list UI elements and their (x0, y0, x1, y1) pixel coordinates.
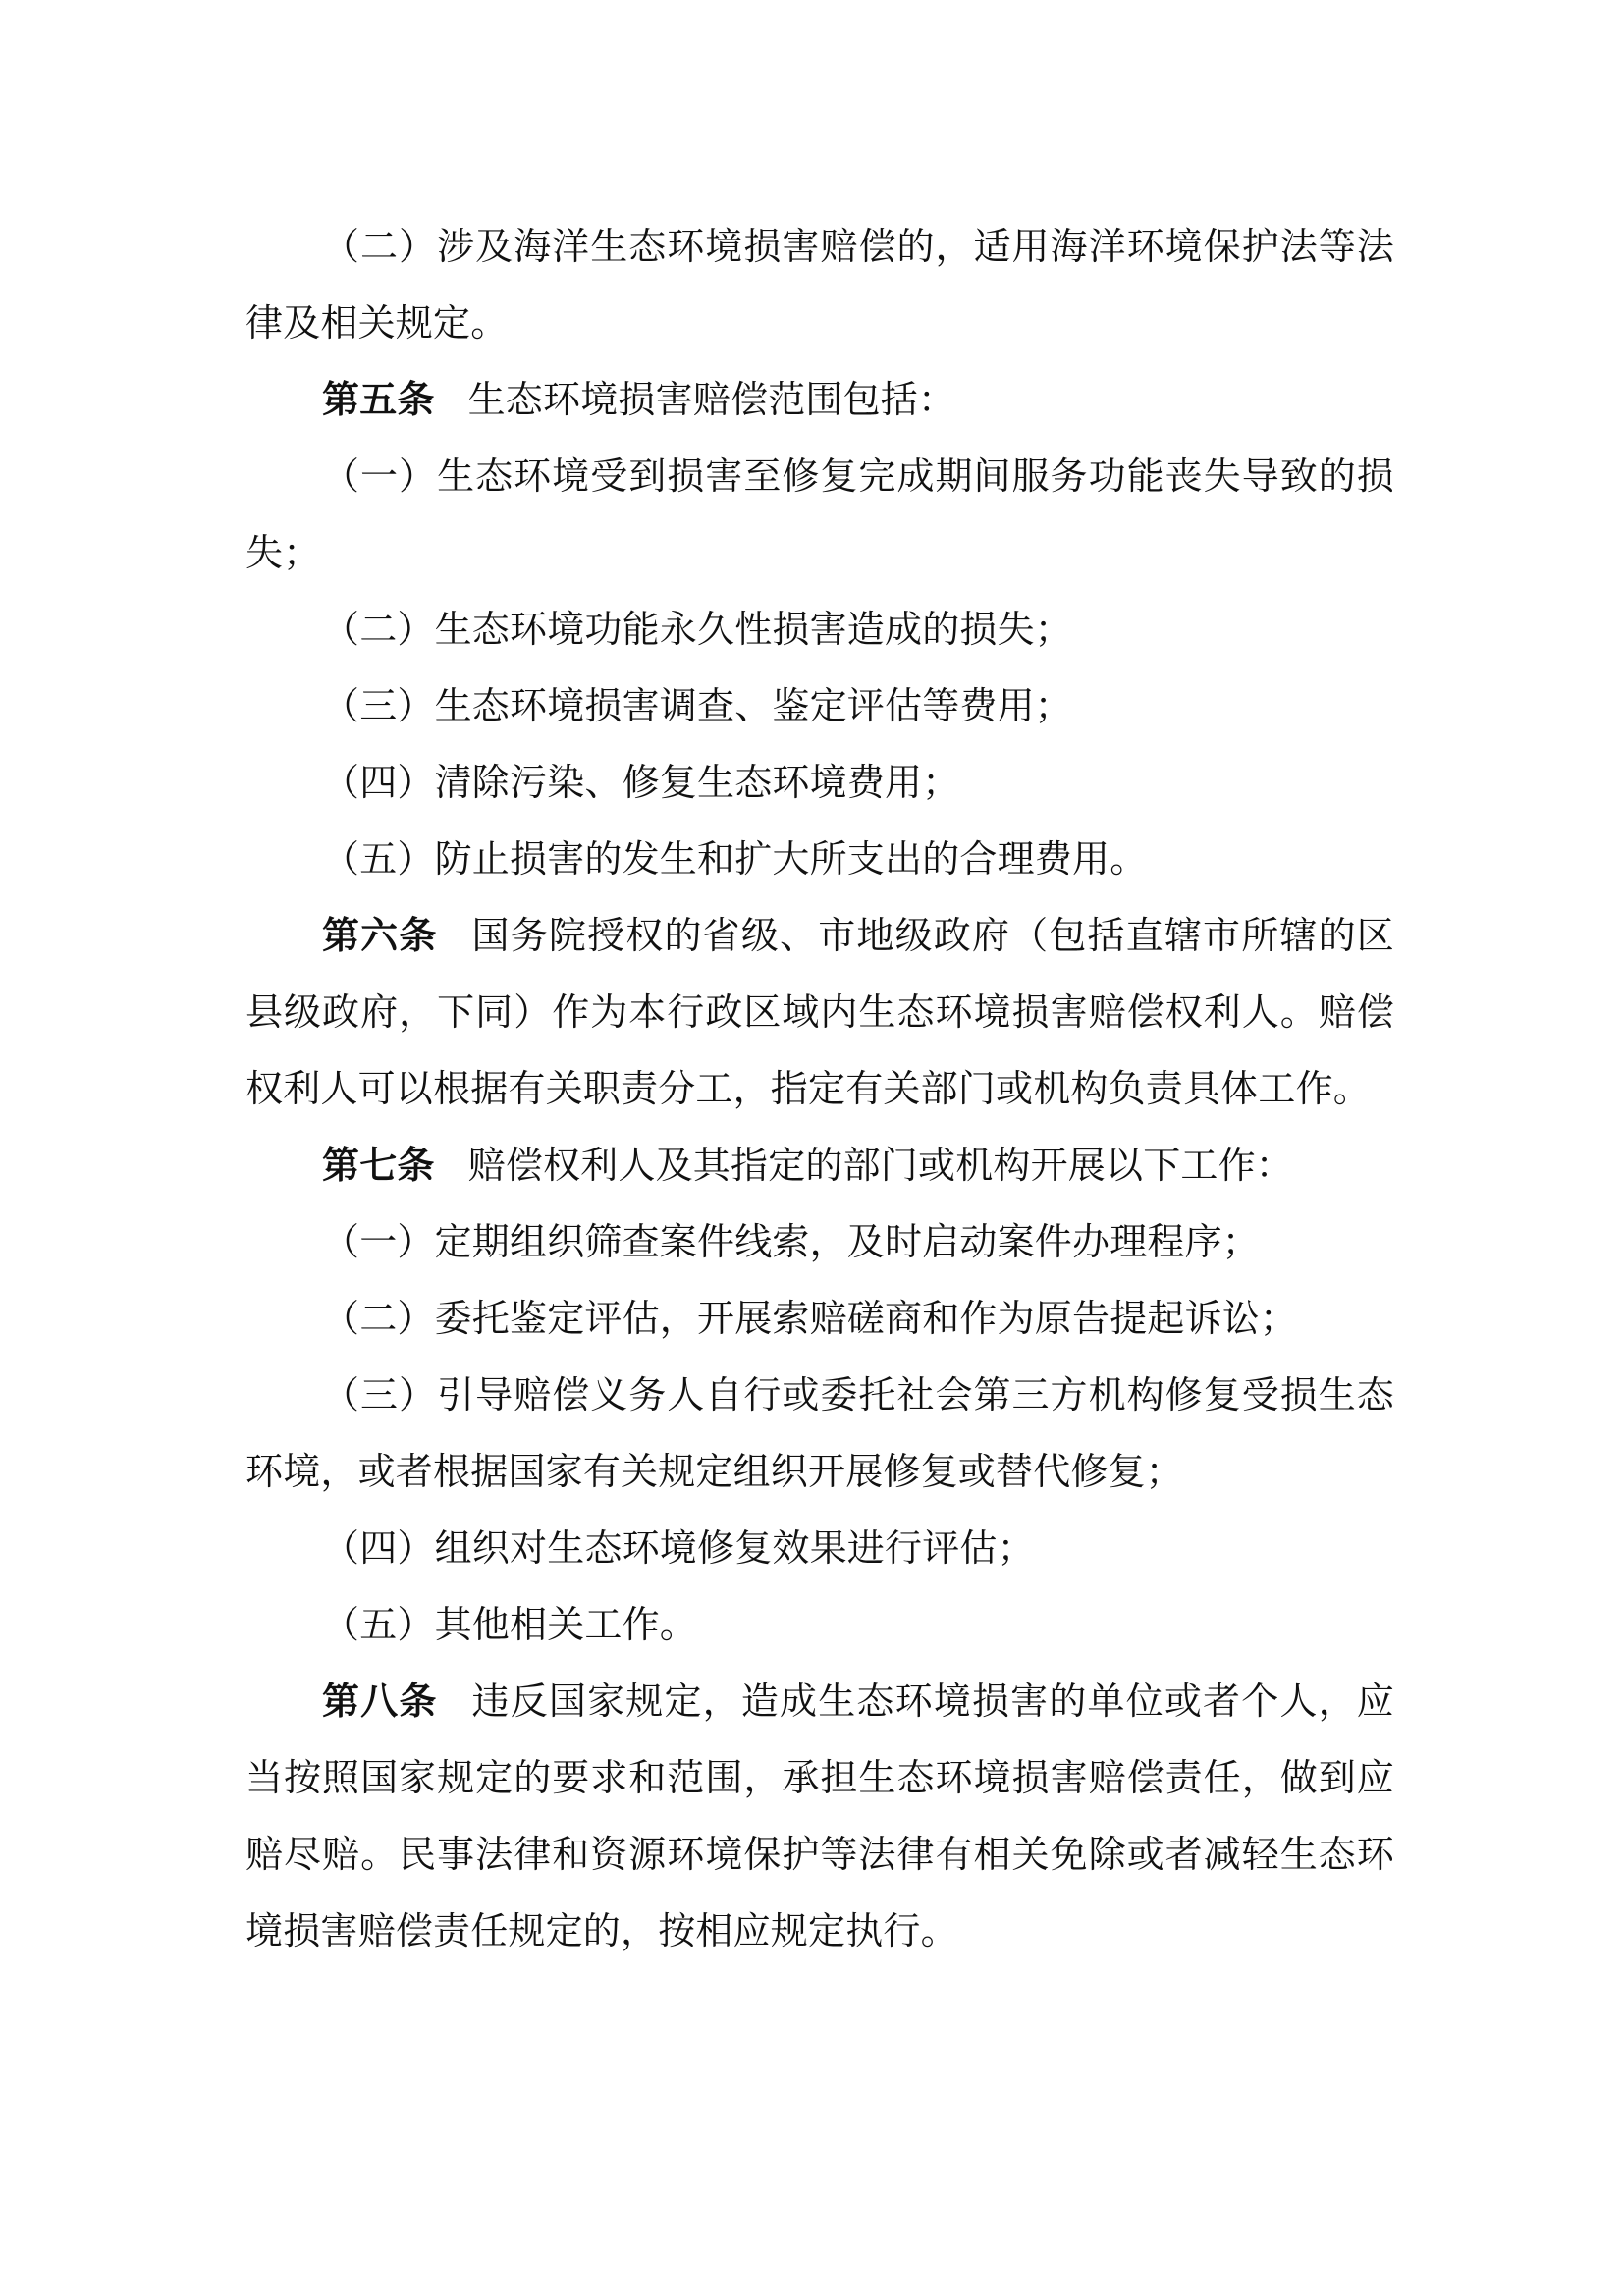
paragraph-text: （一）生态环境受到损害至修复完成期间服务功能丧失导致的损失； (245, 454, 1394, 574)
article-7-item-2 (245, 1280, 1394, 1357)
paragraph-text: 国务院授权的省级、市地级政府（包括直辖市所辖的区县级政府，下同）作为本行政区域内生态环境损害赔偿权利人。赔偿权利人可以根据有关职责分工，指定有关部门或机构负责具体工作。 (245, 914, 1394, 1110)
article-number: 第七条 (322, 1144, 435, 1187)
article-5-item-4 (245, 744, 1394, 821)
paragraph-text: （五）其他相关工作。 (322, 1603, 698, 1646)
article-5-item-3 (245, 667, 1394, 744)
paragraph-text: 违反国家规定，造成生态环境损害的单位或者个人，应当按照国家规定的要求和范围，承担生态环境损害赔偿责任，做到应赔尽赔。民事法律和资源环境保护等法律有相关免除或者减轻生态环境损害赔偿责任规定的，按相应规定执行。 (245, 1680, 1394, 1952)
article-number: 第八条 (322, 1680, 438, 1723)
paragraph-text: （二）涉及海洋生态环境损害赔偿的，适用海洋环境保护法等法律及相关规定。 (245, 225, 1394, 345)
paragraph-text: （二）生态环境功能永久性损害造成的损失； (322, 608, 1073, 651)
article-8 (245, 1663, 1394, 1969)
paragraph-text: （四）清除污染、修复生态环境费用； (322, 761, 960, 804)
article-7-item-5 (245, 1586, 1394, 1663)
article-6 (245, 897, 1394, 1127)
article-5-item-2 (245, 591, 1394, 667)
article-7-item-4 (245, 1510, 1394, 1586)
article-5-heading (245, 361, 1394, 438)
paragraph-text: （二）委托鉴定评估，开展索赔磋商和作为原告提起诉讼； (322, 1297, 1298, 1340)
article-number: 第六条 (322, 914, 438, 957)
paragraph-text: （一）定期组织筛查案件线索，及时启动案件办理程序； (322, 1220, 1261, 1263)
article-7-heading (245, 1127, 1394, 1203)
paragraph-text: （四）组织对生态环境修复效果进行评估； (322, 1526, 1035, 1570)
paragraph-text: （三）生态环境损害调查、鉴定评估等费用； (322, 684, 1073, 727)
paragraph-text: 赔偿权利人及其指定的部门或机构开展以下工作： (467, 1144, 1294, 1187)
paragraph-text: （三）引导赔偿义务人自行或委托社会第三方机构修复受损生态环境，或者根据国家有关规定组织开展修复或替代修复； (245, 1373, 1394, 1493)
article-7-item-1 (245, 1203, 1394, 1280)
article-number: 第五条 (322, 378, 435, 421)
article-5-item-1 (245, 438, 1394, 591)
article-7-item-3 (245, 1357, 1394, 1510)
paragraph-text: （五）防止损害的发生和扩大所支出的合理费用。 (322, 837, 1148, 881)
article-5-item-5 (245, 821, 1394, 897)
paragraph-text: 生态环境损害赔偿范围包括： (467, 378, 956, 421)
paragraph-item-2-marine (245, 208, 1394, 361)
document-body (245, 208, 1394, 1969)
